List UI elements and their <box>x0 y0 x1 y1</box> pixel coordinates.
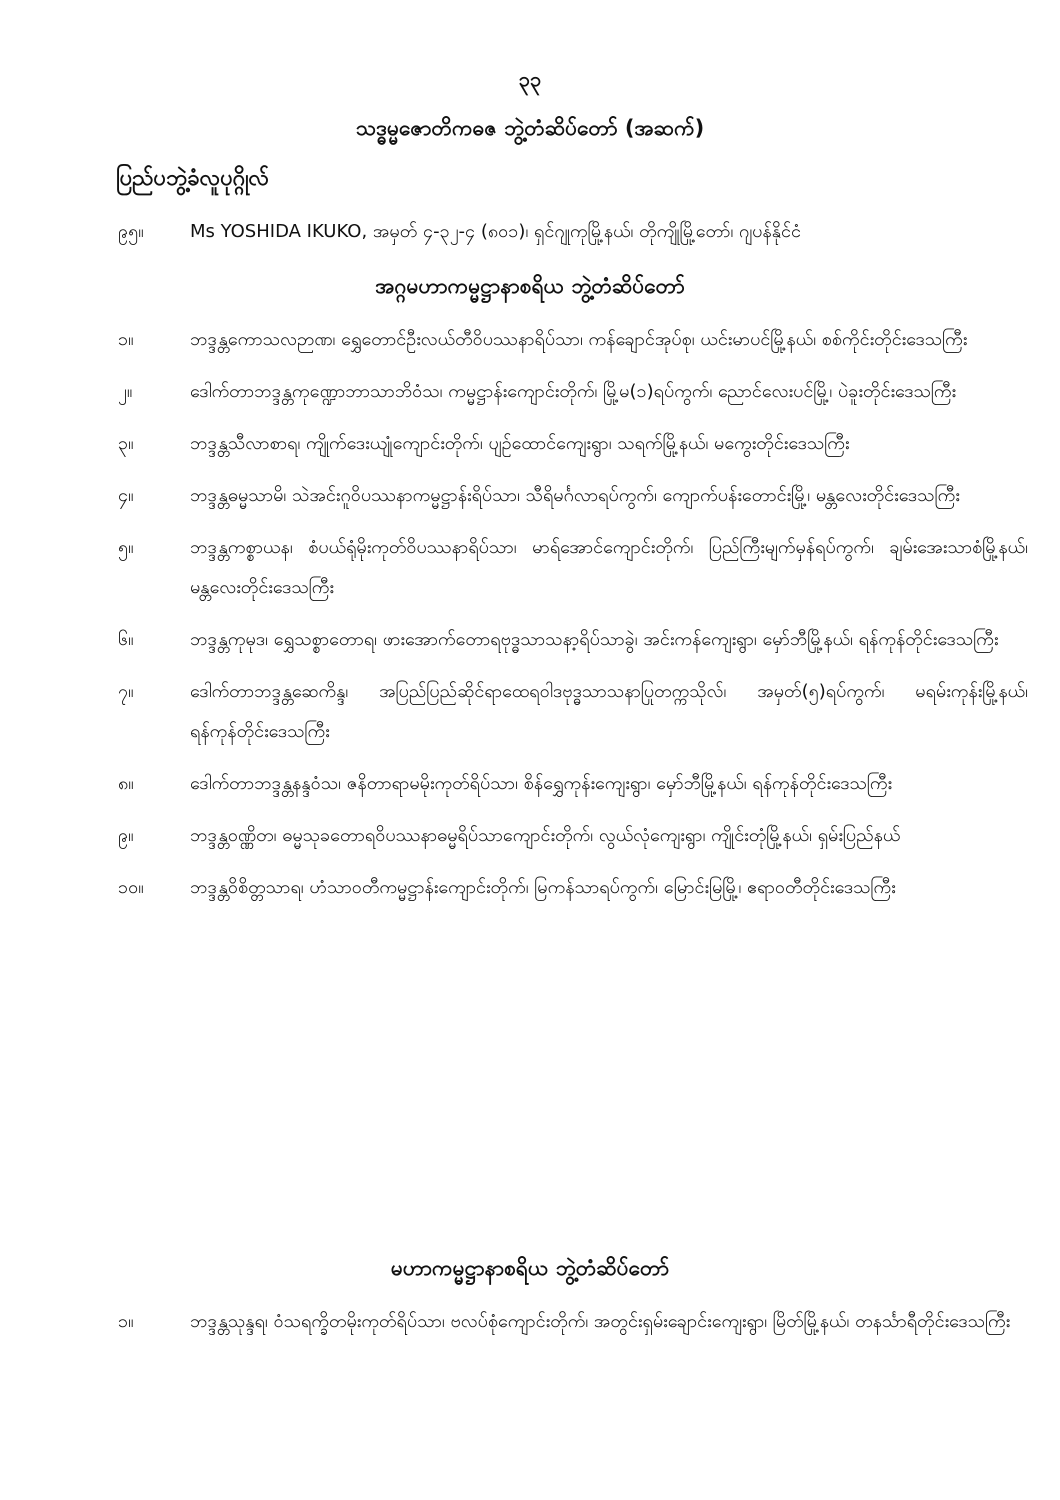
list-item <box>116 868 1028 908</box>
entry-number: ၃။ <box>118 433 134 454</box>
list-item <box>116 528 1028 608</box>
entry-text: ဘဒ္ဒန္တသုန္ဒရ၊ ဝံသရက္ခိတမိုးကုတ်ရိပ်သာ၊ ဗလပ်စုံကျောင်းတိုက်၊ အတွင်းရှမ်းချောင်းကျေးရွာ၊ မြိတ်မြို့နယ်၊ တနင်္သာရီတိုင်းဒေသကြီး <box>190 1311 1011 1332</box>
entry-text: ဘဒ္ဒန္တကုမုဒ၊ ရွှေသစ္စာတောရ၊ ဖားအောက်တောရဗုဒ္ဓသာသနာ့ရိပ်သာခွဲ၊ အင်းကန်ကျေးရွာ၊ မှော်ဘီမြို့နယ်၊ ရန်ကုန်တိုင်းဒေသကြီး <box>190 629 999 650</box>
list-item <box>116 672 1028 752</box>
list-item <box>116 476 1028 516</box>
entry-number: ၉။ <box>118 825 134 846</box>
entry-number: ၉၅။ <box>118 221 144 242</box>
list-item <box>116 424 1028 464</box>
entry-text: ဒေါက်တာဘဒ္ဒန္တနန္ဒဝံသ၊ ဇနိတာရာမမိုးကုတ်ရိပ်သာ၊ စိန်ရွှေကုန်းကျေးရွာ၊ မှော်ဘီမြို့နယ်၊ ရန်ကုန်တိုင်းဒေသကြီး <box>190 773 893 794</box>
entry-number: ၁။ <box>118 329 134 350</box>
entry-number: ၁။ <box>118 1311 134 1332</box>
list-item <box>116 212 1028 252</box>
entry-text: ဘဒ္ဒန္တသီလာစာရ၊ ကျိုက်ဒေးယျုံကျောင်းတိုက်၊ ပျဉ်ထောင်ကျေးရွာ၊ သရက်မြို့နယ်၊ မကွေးတိုင်းဒေသကြီး <box>190 433 850 454</box>
list-item <box>116 816 1028 856</box>
section-title-sadhamma-zawtika: သဒ္ဓမ္မဇောတိကဓဇ ဘွဲ့တံဆိပ်တော် (အဆက်) <box>355 116 705 140</box>
entry-text: ဘဒ္ဒန္တဝိစိတ္တသာရ၊ ဟံသာဝတီကမ္မဋ္ဌာန်းကျောင်းတိုက်၊ မြကန်သာရပ်ကွက်၊ မြောင်းမြမြို့၊ ဧရာဝတီတိုင်းဒေသကြီး <box>190 877 896 898</box>
entry-number: ၂။ <box>118 381 133 402</box>
entry-text: ဘဒ္ဒန္တကစ္စာယန၊ စံပယ်ရုံမိုးကုတ်ဝိပဿနာရိပ်သာ၊ မာရ်အောင်ကျောင်းတိုက်၊ ပြည်ကြီးမျက်မှန်ရပ်ကွက်၊ ချမ်းအေးသာစံမြို့နယ်၊ မန္တလေးတိုင်းဒေသကြီး <box>190 537 1028 598</box>
subsection-title-foreign-recipients: ပြည်ပဘွဲ့ခံလူပုဂ္ဂိုလ် <box>116 166 270 191</box>
section3-entry-list <box>116 1302 1028 1342</box>
entry-text: ဘဒ္ဒန္တဓမ္မသာမိ၊ သဲအင်းဂူဝိပဿနာကမ္မဋ္ဌာန်းရိပ်သာ၊ သီရိမင်္ဂလာရပ်ကွက်၊ ကျောက်ပန်းတောင်းမြို့၊ မန္တလေးတိုင်းဒေသကြီး <box>190 485 960 506</box>
section-title-aggamaha-kammatthanacariya: အဂ္ဂမဟာကမ္မဋ္ဌာနာစရိယ ဘွဲ့တံဆိပ်တော် <box>375 274 685 298</box>
entry-text: Ms YOSHIDA IKUKO, အမှတ် ၄-၃၂-၄ (၈၀၁)၊ ရှင်ဂျုကုမြို့နယ်၊ တိုကျိုမြို့တော်၊ ဂျပန်နိုင်ငံ <box>190 221 802 242</box>
list-item <box>116 764 1028 804</box>
entry-text: ဒေါက်တာဘဒ္ဒန္တဆေကိန္ဒ၊ အပြည်ပြည်ဆိုင်ရာထေရဝါဒဗုဒ္ဓသာသနာပြုတက္ကသိုလ်၊ အမှတ်(၅)ရပ်ကွက်၊ မရမ်းကုန်းမြို့နယ်၊ ရန်ကုန်တိုင်းဒေသကြီး <box>190 681 1028 742</box>
entry-number: ၆။ <box>118 629 134 650</box>
entry-number: ၁၀။ <box>118 877 144 898</box>
section2-entry-list <box>116 320 1028 908</box>
list-item <box>116 372 1028 412</box>
list-item <box>116 620 1028 660</box>
entry-number: ၈။ <box>118 773 134 794</box>
list-item <box>116 1302 1028 1342</box>
entry-text: ဒေါက်တာဘဒ္ဒန္တကုဏ္ဍောဘာသာဘိဝံသ၊ ကမ္မဋ္ဌာန်းကျောင်းတိုက်၊ မြို့မ(၁)ရပ်ကွက်၊ ညောင်လေးပင်မြို့၊ ပဲခူးတိုင်းဒေသကြီး <box>190 381 957 402</box>
entry-number: ၄။ <box>118 485 134 506</box>
entry-text: ဘဒ္ဒန္တကောသလဉာဏ၊ ရွှေတောင်ဦးလယ်တီဝိပဿနာရိပ်သာ၊ ကန်ချောင်အုပ်စု၊ ယင်းမာပင်မြို့နယ်၊ စစ်ကိုင်းတိုင်းဒေသကြီး <box>190 329 968 350</box>
entry-number: ၅။ <box>118 537 134 558</box>
section-title-maha-kammatthanacariya: မဟာကမ္မဋ္ဌာနာစရိယ ဘွဲ့တံဆိပ်တော် <box>390 1256 670 1280</box>
entry-number: ၇။ <box>118 681 134 702</box>
page-number: ၃၃ <box>518 67 542 91</box>
list-item <box>116 320 1028 360</box>
section1-entry-list <box>116 212 1028 252</box>
entry-text: ဘဒ္ဒန္တဝဏ္ဏိတ၊ ဓမ္မသုခတောရဝိပဿနာဓမ္မရိပ်သာကျောင်းတိုက်၊ လွယ်လုံကျေးရွာ၊ ကျိုင်းတုံမြို့နယ်၊ ရှမ်းပြည်နယ် <box>190 825 901 846</box>
